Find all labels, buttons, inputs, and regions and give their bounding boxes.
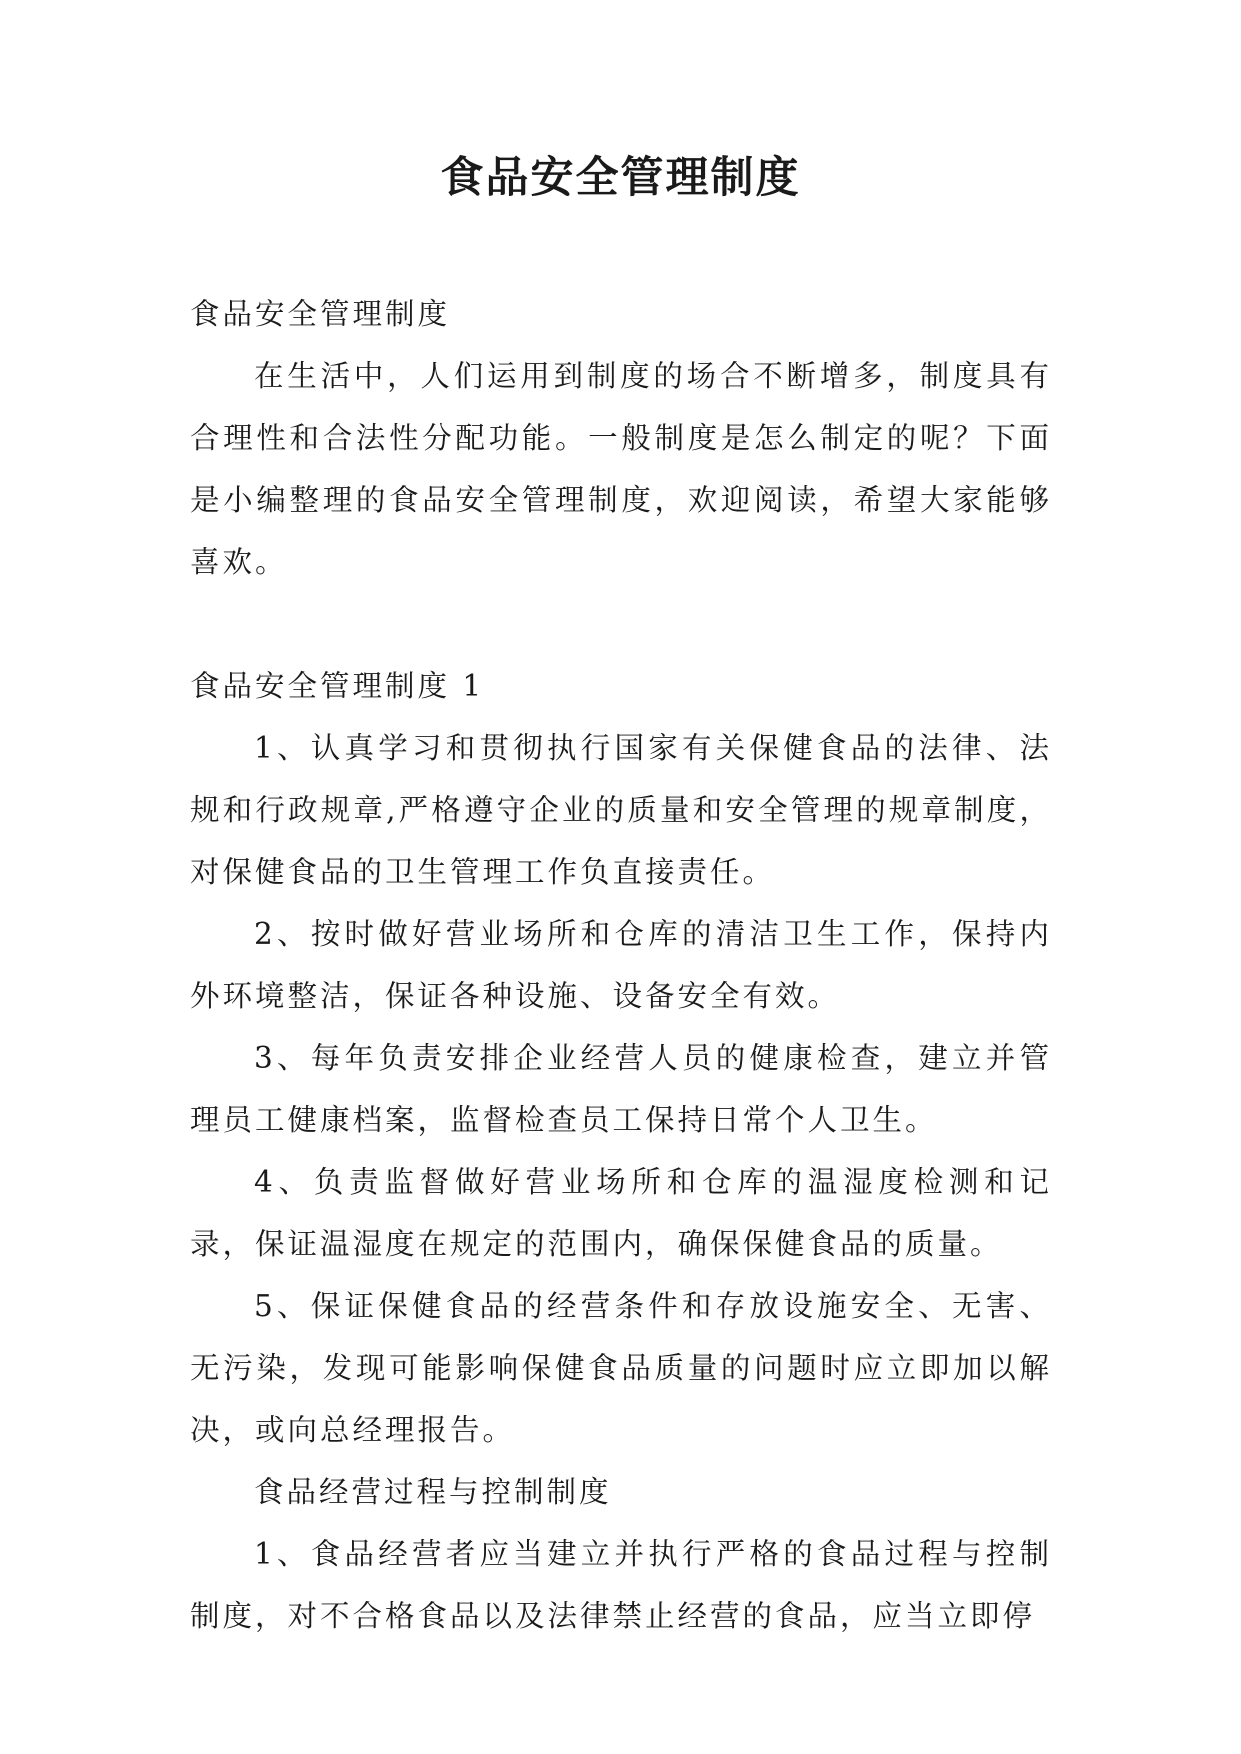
intro-paragraph: 在生活中，人们运用到制度的场合不断增多，制度具有合理性和合法性分配功能。一般制度是怎么制定的呢？下面是小编整理的食品安全管理制度，欢迎阅读，希望大家能够喜欢。 bbox=[190, 359, 1052, 579]
rule-item-2: 2、按时做好营业场所和仓库的清洁卫生工作，保持内外环境整洁，保证各种设施、设备安全有效。 bbox=[190, 917, 1052, 1013]
rule-item-3: 3、每年负责安排企业经营人员的健康检查，建立并管理员工健康档案，监督检查员工保持日常个人卫生。 bbox=[190, 1041, 1052, 1137]
document-title: 食品安全管理制度 bbox=[440, 153, 801, 203]
subsection-item-1: 1、食品经营者应当建立并执行严格的食品过程与控制制度，对不合格食品以及法律禁止经营的食品，应当立即停 bbox=[190, 1537, 1052, 1633]
section-heading: 食品安全管理制度 1 bbox=[190, 669, 485, 703]
rule-item-4: 4、负责监督做好营业场所和仓库的温湿度检测和记录，保证温湿度在规定的范围内，确保保健食品的质量。 bbox=[190, 1165, 1052, 1261]
rule-item-1: 1、认真学习和贯彻执行国家有关保健食品的法律、法规和行政规章,严格遵守企业的质量和安全管理的规章制度，对保健食品的卫生管理工作负直接责任。 bbox=[190, 731, 1052, 889]
blank-line bbox=[190, 593, 1052, 655]
rule-item-5: 5、保证保健食品的经营条件和存放设施安全、无害、无污染，发现可能影响保健食品质量的问题时应立即加以解决，或向总经理报告。 bbox=[190, 1289, 1052, 1447]
subsection-heading: 食品经营过程与控制制度 bbox=[254, 1475, 612, 1509]
intro-heading: 食品安全管理制度 bbox=[190, 297, 451, 331]
document-body bbox=[190, 283, 1052, 1647]
